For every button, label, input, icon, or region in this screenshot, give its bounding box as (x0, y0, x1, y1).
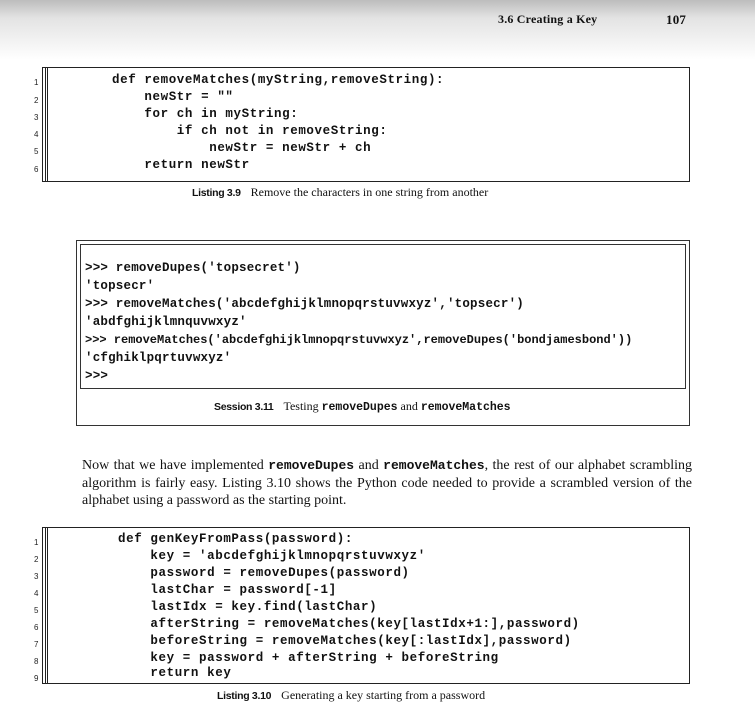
caption-code: removeDupes (321, 401, 398, 414)
paragraph-code: removeDupes (268, 458, 355, 473)
code-line: key = 'abcdefghijklmnopqrstuvwxyz' (118, 549, 426, 563)
code-line: lastChar = password[-1] (118, 583, 337, 597)
caption-tag: Listing 3.10 (217, 690, 272, 702)
code-line: key = password + afterString + beforeString (118, 651, 499, 665)
caption-tag: Session 3.11 (214, 401, 274, 413)
session-line: 'cfghiklpqrtuvwxyz' (85, 351, 232, 365)
session-line: >>> removeMatches('abcdefghijklmnopqrstuvwxyz','topsecr') (85, 297, 524, 311)
code-line: def removeMatches(myString,removeString): (112, 73, 445, 87)
code-line: beforeString = removeMatches(key[:lastIdx],password) (118, 634, 572, 648)
line-number: 3 (34, 113, 39, 122)
paragraph-text: and (354, 458, 384, 473)
session-line: >>> removeDupes('topsecret') (85, 261, 301, 275)
body-paragraph (82, 457, 692, 510)
caption-code: removeMatches (420, 401, 511, 414)
top-shadow (0, 0, 755, 60)
session-caption (214, 399, 511, 414)
paragraph-text: Now that we have implemented (82, 458, 269, 473)
line-number: 4 (34, 130, 39, 139)
running-head (498, 12, 687, 27)
code-line: newStr = newStr + ch (112, 141, 372, 155)
line-number: 2 (34, 555, 39, 564)
code-line: return newStr (112, 158, 250, 172)
code-line: afterString = removeMatches(key[lastIdx+1:],password) (118, 617, 580, 631)
code-line: def genKeyFromPass(password): (118, 532, 353, 546)
session-line: >>> (85, 369, 109, 383)
listing-caption (192, 185, 488, 200)
line-number: 2 (34, 96, 39, 105)
session-3-11 (76, 240, 690, 426)
line-number: 1 (34, 78, 39, 87)
section-title: 3.6 Creating a Key (498, 12, 598, 26)
paragraph-text: , the rest of our alphabet scrambling algorithm is fairly easy. Listing 3.10 shows the Python code needed to provide a scrambled version of the alphabet using a password as the starting point. (82, 458, 692, 508)
caption-text: and (400, 399, 418, 413)
code-line: return key (118, 666, 232, 680)
line-number: 8 (34, 657, 39, 666)
line-number: 3 (34, 572, 39, 581)
line-number: 9 (34, 674, 39, 683)
caption-text: Remove the characters in one string from another (250, 185, 489, 199)
code-line: if ch not in removeString: (112, 124, 388, 138)
line-number: 6 (34, 165, 39, 174)
code-line: newStr = "" (112, 90, 234, 104)
line-number: 7 (34, 640, 39, 649)
line-number: 5 (34, 147, 39, 156)
line-number: 5 (34, 606, 39, 615)
line-number: 4 (34, 589, 39, 598)
caption-text: Generating a key starting from a password (281, 688, 486, 702)
listing-caption (217, 688, 485, 703)
paragraph-code: removeMatches (383, 458, 485, 473)
code-line: lastIdx = key.find(lastChar) (118, 600, 378, 614)
session-line: 'abdfghijklmnquvwxyz' (85, 315, 247, 329)
line-number: 6 (34, 623, 39, 632)
page-number: 107 (666, 12, 687, 27)
code-line: password = removeDupes(password) (118, 566, 410, 580)
code-line: for ch in myString: (112, 107, 299, 121)
session-frame (80, 244, 686, 389)
session-line: 'topsecr' (85, 279, 155, 293)
line-number: 1 (34, 538, 39, 547)
session-line: >>> removeMatches('abcdefghijklmnopqrstuvwxyz',removeDupes('bondjamesbond')) (85, 333, 633, 347)
caption-text: Testing (283, 399, 319, 413)
caption-tag: Listing 3.9 (192, 187, 241, 199)
